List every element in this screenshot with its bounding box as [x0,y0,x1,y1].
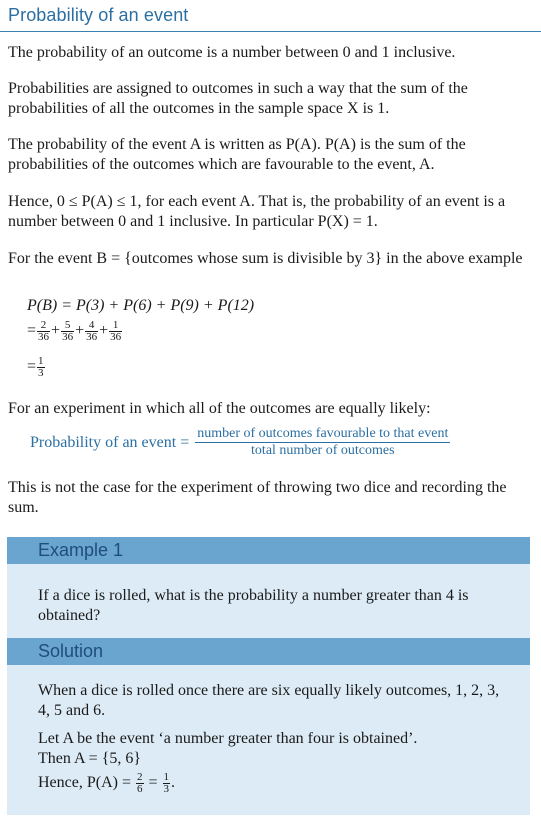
paragraph-outcome-range: The probability of an outcome is a number between 0 and 1 inclusive. [8,44,456,61]
formula-lhs: Probability of an event = [30,433,190,451]
paragraph-probability-bounds: Hence, 0 ≤ P(A) ≤ 1, for each event A. That is, the probability of an event is a number between 0 and 1 inclusive. In particular P(X) = 1. [8,193,506,230]
paragraph-equally-likely: For an experiment in which all of the outcomes are equally likely: [8,400,431,417]
solution-heading-bar [7,638,530,665]
solution-line-4: Hence, P(A) = $\frac{2}{6}$ = $\frac{1}{3}$ . [38,771,176,795]
example-heading-bar [7,537,530,564]
title-rule [0,31,541,32]
solution-heading: Solution [38,641,104,661]
formula-numerator: number of outcomes favourable to that event [197,426,449,441]
paragraph-dice-note: This is not the case for the experiment of throwing two dice and recording the sum. [8,479,507,516]
example-heading: Example 1 [38,540,124,560]
solution-line-2: Let A be the event ‘a number greater than four is obtained’. [38,730,418,747]
solution-line-3: Then A = {5, 6} [38,750,142,767]
equation-line-3: = $\frac{1}{3}$ [27,355,44,379]
page-title: Probability of an event [8,5,189,25]
example-question: If a dice is rolled, what is the probability a number greater than 4 is obtained? [38,587,469,624]
formula-denominator: total number of outcomes [251,443,395,458]
probability-formula [30,426,450,459]
paragraph-event-b: For the event B = {outcomes whose sum is divisible by 3} in the above example [8,250,523,267]
paragraph-event-definition: The probability of the event A is written as P(A). P(A) is the sum of the probabilities of the outcomes which are favourable to the event, A. [8,136,466,173]
solution-line-1: When a dice is rolled once there are six equally likely outcomes, 1, 2, 3, 4, 5 and 6. [38,682,500,719]
equation-line-1: P(B) = P(3) + P(6) + P(9) + P(12) [27,297,255,314]
paragraph-sample-space: Probabilities are assigned to outcomes in such a way that the sum of the probabilities of all the outcomes in the sample space X is 1. [8,80,468,117]
formula-fraction [195,426,450,459]
equation-line-2: = $\frac{2}{36}$ + $\frac{5}{36}$ + $\frac{4}{36}$ + $\frac{1}{36}$ [27,319,122,343]
